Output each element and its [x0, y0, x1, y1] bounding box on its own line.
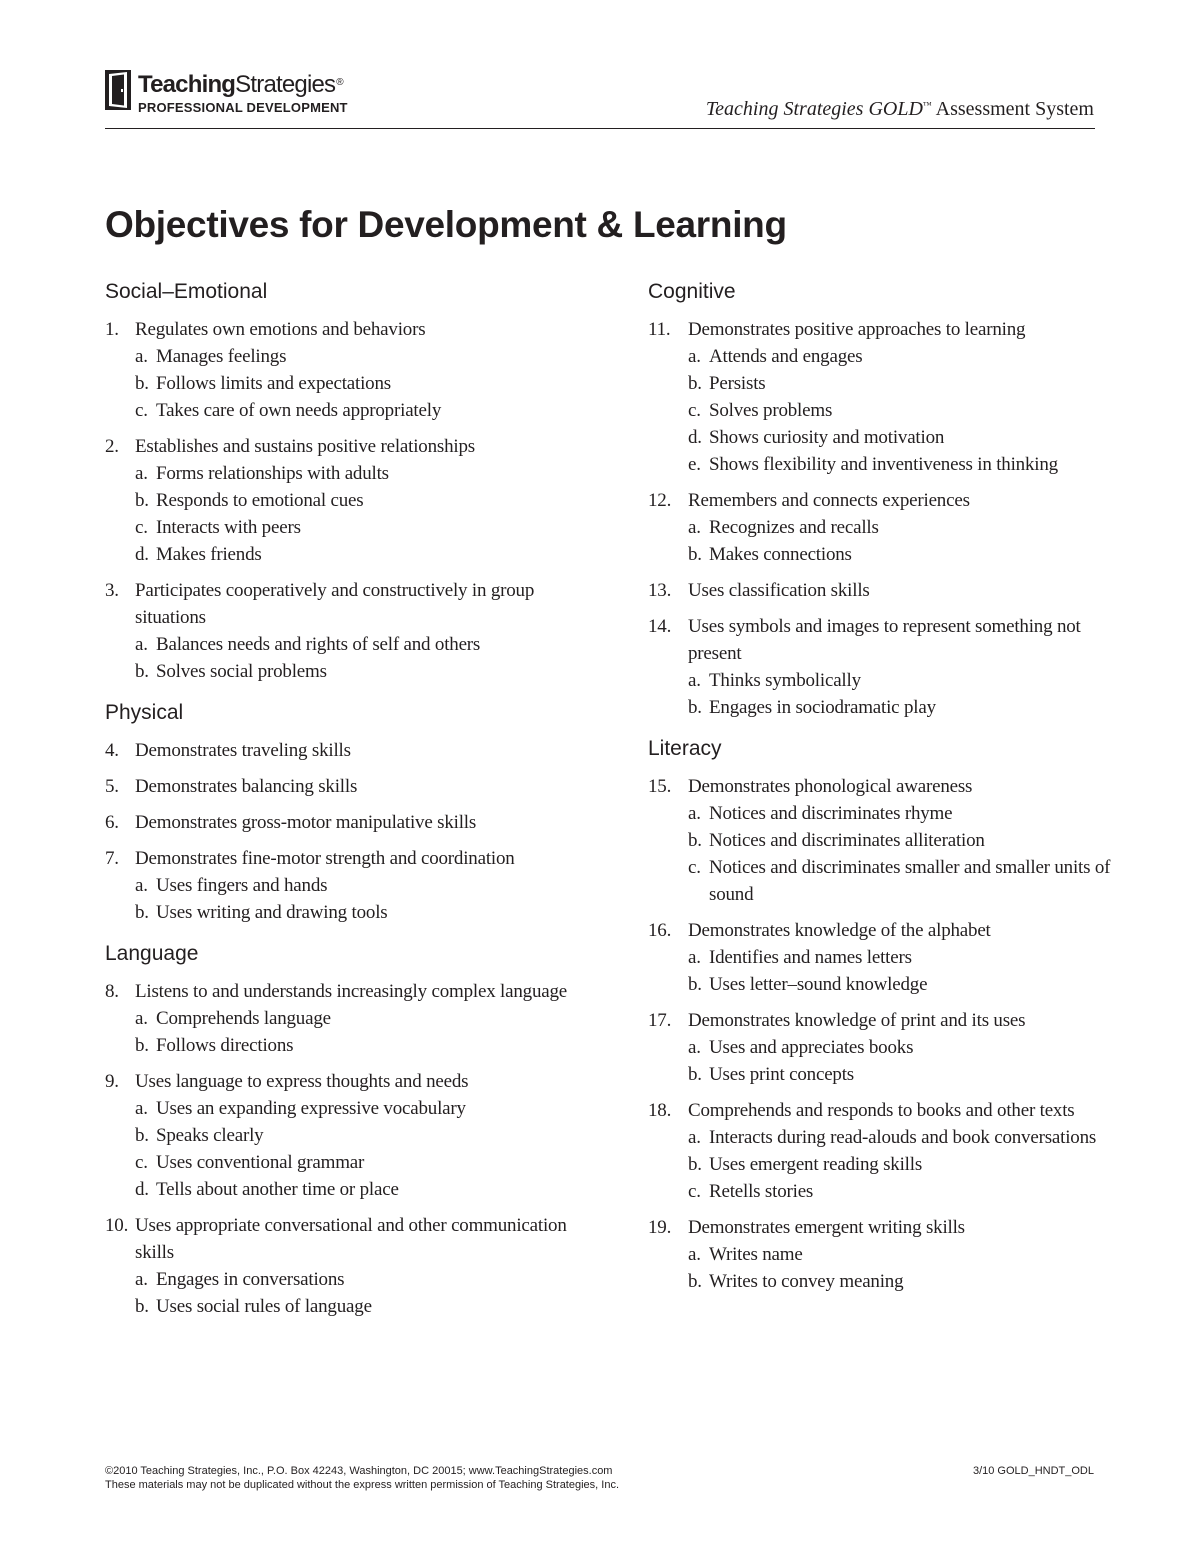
objective-item — [648, 577, 1128, 604]
sub-objective-list — [648, 944, 1128, 998]
objective-item — [648, 773, 1128, 908]
sub-objective-letter: a. — [135, 1098, 148, 1119]
objective-line — [105, 773, 575, 800]
objective-text: Uses classification skills — [688, 580, 870, 601]
sub-objective — [105, 872, 575, 899]
sub-objective-text: Shows curiosity and motivation — [709, 427, 945, 448]
sub-objective-letter: a. — [688, 670, 701, 691]
sub-objective-letter: c. — [135, 1152, 148, 1173]
sub-objective — [105, 1122, 575, 1149]
sub-objective — [105, 1293, 575, 1320]
sub-objective — [648, 1061, 1128, 1088]
sub-objective-list — [105, 1266, 575, 1320]
sub-objective-letter: b. — [688, 1154, 702, 1175]
objective-line — [105, 1212, 575, 1266]
sub-objective-text: Solves social problems — [156, 661, 327, 682]
sub-objective-text: Persists — [709, 373, 766, 394]
sub-objective — [648, 1178, 1128, 1205]
objective-item — [648, 1214, 1128, 1295]
sub-objective — [105, 658, 575, 685]
sub-objective-letter: d. — [135, 544, 149, 565]
sub-objective — [648, 971, 1128, 998]
sub-objective-text: Makes connections — [709, 544, 852, 565]
objective-text: Listens to and understands increasingly complex language — [135, 981, 568, 1002]
objective-text: Regulates own emotions and behaviors — [135, 319, 426, 340]
objective-item — [105, 737, 575, 764]
sub-objective-letter: a. — [135, 1269, 148, 1290]
sub-objective — [648, 370, 1128, 397]
objective-item — [105, 773, 575, 800]
sub-objective-text: Shows flexibility and inventiveness in thinking — [709, 454, 1058, 475]
domain-section — [105, 940, 575, 1320]
footer-copyright: ©2010 Teaching Strategies, Inc., P.O. Box 42243, Washington, DC 20015; www.TeachingStrategies.com — [105, 1465, 613, 1477]
sub-objective-letter: a. — [135, 463, 148, 484]
sub-objective — [105, 370, 575, 397]
sub-objective-text: Thinks symbolically — [709, 670, 861, 691]
objective-number: 8. — [105, 981, 119, 1002]
sub-objective-letter: c. — [688, 1181, 701, 1202]
sub-objective-text: Uses writing and drawing tools — [156, 902, 388, 923]
sub-objective — [105, 1149, 575, 1176]
sub-objective — [105, 899, 575, 926]
objective-text: Uses appropriate conversational and other communication skills — [135, 1215, 567, 1263]
sub-objective-text: Engages in sociodramatic play — [709, 697, 936, 718]
sub-objective-letter: b. — [688, 373, 702, 394]
sub-objective-list — [105, 631, 575, 685]
sub-objective-letter: b. — [688, 697, 702, 718]
sub-objective-letter: b. — [135, 490, 149, 511]
sub-objective — [648, 541, 1128, 568]
domain-heading: Social–Emotional — [105, 280, 268, 303]
sub-objective-text: Notices and discriminates alliteration — [709, 830, 985, 851]
sub-objective — [648, 343, 1128, 370]
sub-objective — [105, 487, 575, 514]
sub-objective — [105, 541, 575, 568]
objective-line — [648, 773, 1128, 800]
objective-line — [105, 978, 575, 1005]
objective-item — [648, 1007, 1128, 1088]
sub-objective — [648, 694, 1128, 721]
domain-heading: Language — [105, 942, 199, 965]
sub-objective-text: Follows directions — [156, 1035, 294, 1056]
objective-item — [105, 577, 575, 685]
sub-objective — [648, 827, 1128, 854]
sub-objective-text: Uses social rules of language — [156, 1296, 372, 1317]
sub-objective-text: Responds to emotional cues — [156, 490, 364, 511]
sub-objective — [105, 397, 575, 424]
sub-objective-letter: a. — [688, 803, 701, 824]
objective-item — [105, 1212, 575, 1320]
sub-objective-list — [105, 460, 575, 568]
objective-text: Establishes and sustains positive relationships — [135, 436, 475, 457]
sub-objective-text: Writes name — [709, 1244, 803, 1265]
system-title-trademark: ™ — [922, 100, 932, 110]
sub-objective-letter: b. — [688, 974, 702, 995]
sub-objective-text: Makes friends — [156, 544, 262, 565]
objective-line — [105, 316, 575, 343]
objective-line — [648, 1097, 1128, 1124]
sub-objective-letter: b. — [135, 902, 149, 923]
sub-objective-letter: b. — [135, 661, 149, 682]
sub-objective-list — [105, 1005, 575, 1059]
sub-objective — [105, 1266, 575, 1293]
sub-objective-letter: b. — [135, 373, 149, 394]
sub-objective — [105, 343, 575, 370]
objective-number: 1. — [105, 319, 119, 340]
page-title: Objectives for Development & Learning — [105, 204, 787, 245]
objective-item — [105, 845, 575, 926]
objective-number: 2. — [105, 436, 119, 457]
sub-objective-list — [648, 1034, 1128, 1088]
sub-objective-text: Takes care of own needs appropriately — [156, 400, 442, 421]
sub-objective-letter: b. — [135, 1125, 149, 1146]
objective-item — [648, 613, 1128, 721]
objective-number: 5. — [105, 776, 119, 797]
objective-line — [105, 433, 575, 460]
objective-item — [648, 917, 1128, 998]
objective-line — [105, 845, 575, 872]
objective-text: Demonstrates knowledge of the alphabet — [688, 920, 991, 941]
domain-section — [105, 699, 575, 926]
sub-objective — [105, 1095, 575, 1122]
objective-text: Participates cooperatively and constructively in group situations — [135, 580, 535, 628]
sub-objective-text: Recognizes and recalls — [709, 517, 879, 538]
sub-objective-letter: a. — [135, 346, 148, 367]
sub-objective-letter: c. — [135, 400, 148, 421]
objective-item — [648, 487, 1128, 568]
objective-line — [648, 917, 1128, 944]
objective-number: 12. — [648, 490, 672, 511]
objective-number: 15. — [648, 776, 672, 797]
sub-objective-list — [648, 667, 1128, 721]
sub-objective — [105, 631, 575, 658]
logo-trademark: ® — [336, 77, 343, 88]
objective-item — [105, 1068, 575, 1203]
sub-objective-letter: a. — [688, 1127, 701, 1148]
sub-objective-letter: b. — [688, 1271, 702, 1292]
objective-text: Demonstrates balancing skills — [135, 776, 358, 797]
sub-objective-text: Tells about another time or place — [156, 1179, 399, 1200]
sub-objective-letter: b. — [688, 830, 702, 851]
sub-objective-letter: a. — [688, 517, 701, 538]
sub-objective-list — [648, 1241, 1128, 1295]
logo-tagline: PROFESSIONAL DEVELOPMENT — [138, 100, 348, 115]
sub-objective-letter: d. — [688, 427, 702, 448]
system-title-rest: Assessment System — [931, 98, 1094, 120]
sub-objective — [648, 397, 1128, 424]
sub-objective — [648, 1124, 1128, 1151]
sub-objective — [648, 1034, 1128, 1061]
sub-objective-list — [648, 343, 1128, 478]
header-divider — [105, 128, 1095, 129]
objective-line — [648, 577, 1128, 604]
objective-number: 11. — [648, 319, 671, 340]
sub-objective-text: Balances needs and rights of self and others — [156, 634, 481, 655]
sub-objective — [648, 944, 1128, 971]
domain-section — [105, 278, 575, 685]
objective-item — [648, 1097, 1128, 1205]
sub-objective-text: Speaks clearly — [156, 1125, 264, 1146]
objective-line — [648, 316, 1128, 343]
teaching-strategies-logo — [105, 70, 405, 118]
sub-objective-letter: a. — [135, 634, 148, 655]
sub-objective-text: Follows limits and expectations — [156, 373, 391, 394]
sub-objective-letter: d. — [135, 1179, 149, 1200]
objective-number: 18. — [648, 1100, 672, 1121]
objective-text: Uses language to express thoughts and needs — [135, 1071, 469, 1092]
sub-objective — [105, 1032, 575, 1059]
objective-number: 10. — [105, 1215, 129, 1236]
domain-section — [648, 278, 1128, 721]
system-title-italic: Teaching Strategies GOLD — [705, 98, 923, 120]
objective-text: Demonstrates phonological awareness — [688, 776, 973, 797]
sub-objective — [648, 800, 1128, 827]
sub-objective-letter: c. — [135, 517, 148, 538]
footer-doc-code: 3/10 GOLD_HNDT_ODL — [972, 1465, 1094, 1477]
sub-objective-text: Uses letter–sound knowledge — [709, 974, 928, 995]
domain-heading: Cognitive — [648, 280, 736, 303]
sub-objective-letter: e. — [688, 454, 701, 475]
sub-objective — [648, 424, 1128, 451]
footer-legal — [105, 1464, 619, 1492]
objective-text: Demonstrates knowledge of print and its uses — [688, 1010, 1026, 1031]
sub-objective-letter: b. — [135, 1296, 149, 1317]
sub-objective-text: Uses an expanding expressive vocabulary — [156, 1098, 466, 1119]
objective-line — [105, 577, 575, 631]
objective-line — [648, 487, 1128, 514]
sub-objective-letter: a. — [688, 346, 701, 367]
logo-wordmark — [138, 72, 343, 98]
objective-line — [648, 1007, 1128, 1034]
sub-objective-text: Attends and engages — [709, 346, 863, 367]
sub-objective-text: Identifies and names letters — [709, 947, 912, 968]
objective-text: Demonstrates positive approaches to learning — [688, 319, 1026, 340]
logo-name-bold: Teaching — [138, 71, 236, 98]
objective-number: 16. — [648, 920, 672, 941]
objective-text: Demonstrates gross-motor manipulative skills — [135, 812, 477, 833]
sub-objective-list — [648, 514, 1128, 568]
sub-objective-letter: c. — [688, 857, 701, 878]
sub-objective-list — [105, 343, 575, 424]
sub-objective-list — [105, 872, 575, 926]
sub-objective-letter: b. — [688, 1064, 702, 1085]
sub-objective-letter: a. — [688, 1037, 701, 1058]
sub-objective-text: Uses fingers and hands — [156, 875, 328, 896]
objective-item — [105, 809, 575, 836]
sub-objective-text: Interacts during read-alouds and book conversations — [709, 1127, 1097, 1148]
objective-text: Demonstrates fine-motor strength and coordination — [135, 848, 515, 869]
sub-objective-text: Forms relationships with adults — [156, 463, 389, 484]
assessment-system-title — [706, 98, 1094, 121]
sub-objective-list — [105, 1095, 575, 1203]
domain-heading: Physical — [105, 701, 184, 724]
objective-item — [648, 316, 1128, 478]
sub-objective-text: Manages feelings — [156, 346, 287, 367]
sub-objective-text: Interacts with peers — [156, 517, 301, 538]
objective-number: 4. — [105, 740, 119, 761]
sub-objective-letter: a. — [688, 947, 701, 968]
sub-objective-text: Comprehends language — [156, 1008, 331, 1029]
objective-line — [105, 1068, 575, 1095]
sub-objective — [105, 1176, 575, 1203]
objective-item — [105, 978, 575, 1059]
domain-section — [648, 735, 1128, 1295]
objective-number: 3. — [105, 580, 119, 601]
objective-number: 19. — [648, 1217, 672, 1238]
sub-objective-text: Solves problems — [709, 400, 833, 421]
sub-objective — [105, 1005, 575, 1032]
sub-objective-letter: c. — [688, 400, 701, 421]
left-column — [105, 278, 575, 1334]
sub-objective-text: Writes to convey meaning — [709, 1271, 904, 1292]
sub-objective-text: Engages in conversations — [156, 1269, 345, 1290]
objective-text: Uses symbols and images to represent something not present — [688, 616, 1081, 664]
sub-objective — [648, 1268, 1128, 1295]
sub-objective — [105, 460, 575, 487]
objective-text: Remembers and connects experiences — [688, 490, 970, 511]
objective-text: Demonstrates emergent writing skills — [688, 1217, 965, 1238]
sub-objective-list — [648, 800, 1128, 908]
sub-objective-text: Uses and appreciates books — [709, 1037, 914, 1058]
objective-number: 6. — [105, 812, 119, 833]
sub-objective-letter: a. — [135, 1008, 148, 1029]
sub-objective-text: Uses print concepts — [709, 1064, 854, 1085]
objective-text: Comprehends and responds to books and other texts — [688, 1100, 1075, 1121]
sub-objective — [648, 667, 1128, 694]
sub-objective — [648, 1241, 1128, 1268]
objective-item — [105, 316, 575, 424]
objective-number: 13. — [648, 580, 672, 601]
sub-objective — [648, 451, 1128, 478]
objective-item — [105, 433, 575, 568]
sub-objective-letter: a. — [688, 1244, 701, 1265]
right-column — [648, 278, 1128, 1309]
sub-objective-list — [648, 1124, 1128, 1205]
sub-objective — [648, 514, 1128, 541]
sub-objective-text: Notices and discriminates rhyme — [709, 803, 953, 824]
objective-number: 9. — [105, 1071, 119, 1092]
sub-objective — [105, 514, 575, 541]
domain-heading: Literacy — [648, 737, 722, 760]
logo-name-light: Strategies — [235, 71, 336, 98]
sub-objective-text: Retells stories — [709, 1181, 814, 1202]
objective-text: Demonstrates traveling skills — [135, 740, 351, 761]
sub-objective-text: Notices and discriminates smaller and smaller units of sound — [709, 857, 1111, 905]
door-logo-icon — [105, 70, 131, 110]
objective-number: 14. — [648, 616, 672, 637]
objective-line — [105, 737, 575, 764]
objective-line — [648, 613, 1128, 667]
objective-number: 7. — [105, 848, 119, 869]
sub-objective-letter: b. — [688, 544, 702, 565]
sub-objective-text: Uses conventional grammar — [156, 1152, 365, 1173]
objective-number: 17. — [648, 1010, 672, 1031]
footer-permission: These materials may not be duplicated without the express written permission of Teaching Strategies, Inc. — [105, 1479, 620, 1491]
sub-objective — [648, 854, 1128, 908]
sub-objective-letter: a. — [135, 875, 148, 896]
objective-line — [648, 1214, 1128, 1241]
sub-objective-text: Uses emergent reading skills — [709, 1154, 923, 1175]
sub-objective-letter: b. — [135, 1035, 149, 1056]
objective-line — [105, 809, 575, 836]
sub-objective — [648, 1151, 1128, 1178]
